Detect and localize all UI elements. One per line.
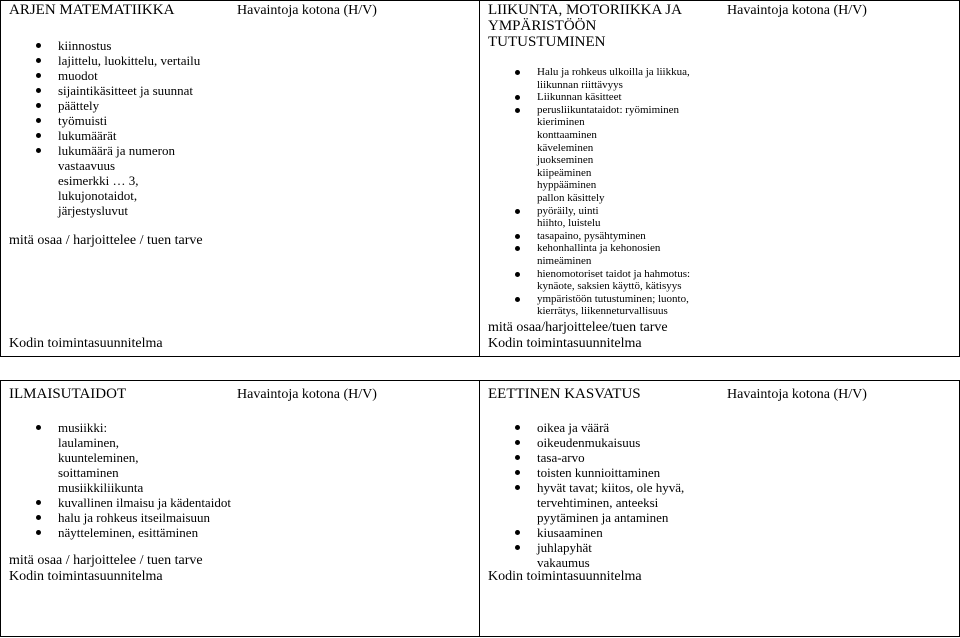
bullet-icon (515, 95, 520, 100)
motor-topic-item (537, 205, 690, 218)
motor-topic-text: pallon käsittely (537, 191, 605, 204)
math-topic-text: lajittelu, luokittelu, vertailu (58, 53, 201, 68)
motor-topic-text: liikunnan riittävyys (537, 78, 623, 91)
motor-topic-text: hienomotoriset taidot ja hahmotus: (537, 267, 691, 280)
motor-topic-item (537, 230, 690, 243)
bullet-icon (36, 133, 41, 138)
motor-topic-item (537, 142, 690, 155)
ethics-topic-item (537, 510, 684, 525)
motor-topic-item (537, 129, 690, 142)
motor-topic-text: Halu ja rohkeus ulkoilla ja liikkua, (537, 66, 690, 78)
motor-topic-item (537, 116, 690, 129)
bullet-icon (515, 246, 520, 251)
arts-observation-label: Havaintoja kotona (H/V) (237, 387, 377, 402)
motor-topic-item (537, 167, 690, 180)
motor-topic-item (537, 305, 690, 318)
arts-topic-list (58, 420, 231, 540)
bullet-icon (36, 500, 41, 505)
motor-topic-text: kieriminen (537, 116, 585, 129)
math-topic-item (58, 173, 200, 188)
bullet-icon (515, 272, 520, 277)
arts-topic-item (58, 420, 231, 435)
bullet-icon (515, 297, 520, 302)
table-border-left-upper (0, 0, 1, 357)
motor-topic-text: perusliikuntataidot: ryömiminen (537, 103, 680, 116)
arts-topic-text: halu ja rohkeus itseilmaisuun (58, 510, 211, 525)
table-divider-mid-upper (479, 0, 480, 357)
math-topic-text: lukumäärä ja numeron (58, 143, 175, 158)
bullet-icon (36, 58, 41, 63)
arts-topic-item (58, 495, 231, 510)
arts-topic-item (58, 450, 231, 465)
motor-topic-item (537, 268, 690, 281)
math-topic-item (58, 188, 200, 203)
ethics-topic-text: pyytäminen ja antaminen (537, 510, 669, 525)
bullet-icon (36, 425, 41, 430)
math-topic-text: vastaavuus (58, 158, 116, 173)
ethics-topic-item (537, 495, 684, 510)
arts-title: ILMAISUTAIDOT (9, 386, 127, 402)
motor-topic-item (537, 293, 690, 306)
math-topic-item (58, 158, 200, 173)
bullet-icon (36, 103, 41, 108)
ethics-topic-text: hyvät tavat; kiitos, ole hyvä, (537, 480, 685, 495)
math-topic-item (58, 143, 200, 158)
bullet-icon (515, 530, 520, 535)
math-topic-text: kiinnostus (58, 38, 112, 53)
ethics-topic-text: kiusaaminen (537, 525, 603, 540)
table-border-left-lower (0, 380, 1, 637)
bullet-icon (515, 108, 520, 113)
bullet-icon (515, 209, 520, 214)
bullet-icon (36, 88, 41, 93)
ethics-topic-item (537, 540, 684, 555)
ethics-topic-text: tasa-arvo (537, 450, 585, 465)
arts-topic-text: musiikki: (58, 420, 108, 435)
bullet-icon (515, 470, 520, 475)
motor-plan-label: Kodin toimintasuunnitelma (488, 336, 642, 351)
ethics-topic-item (537, 450, 684, 465)
math-topic-text: järjestysluvut (58, 203, 129, 218)
arts-topic-item (58, 435, 231, 450)
math-topic-item (58, 68, 200, 83)
math-topic-text: muodot (58, 68, 98, 83)
motor-skill-label: mitä osaa/harjoittelee/tuen tarve (488, 320, 668, 335)
motor-topic-item (537, 66, 690, 79)
math-topic-text: lukumäärät (58, 128, 117, 143)
motor-title (488, 2, 682, 50)
arts-plan-label: Kodin toimintasuunnitelma (9, 569, 163, 584)
motor-topic-text: tasapaino, pysähtyminen (537, 229, 646, 242)
ethics-topic-text: tervehtiminen, anteeksi (537, 495, 659, 510)
motor-title-line-3: TUTUSTUMINEN (488, 34, 606, 50)
motor-topic-text: kynäote, saksien käyttö, kätisyys (537, 280, 682, 293)
arts-topic-text: kuvallinen ilmaisu ja kädentaidot (58, 495, 231, 510)
math-topic-text: työmuisti (58, 113, 108, 128)
motor-topic-text: hyppääminen (537, 179, 597, 192)
arts-topic-text: soittaminen (58, 465, 119, 480)
math-topic-text: sijaintikäsitteet ja suunnat (58, 83, 194, 98)
bullet-icon (36, 530, 41, 535)
arts-topic-item (58, 480, 231, 495)
table-border-top-upper (0, 0, 960, 1)
arts-skill-label: mitä osaa / harjoittelee / tuen tarve (9, 553, 203, 568)
arts-topic-text: näytteleminen, esittäminen (58, 525, 199, 540)
motor-topic-item (537, 280, 690, 293)
motor-topic-text: hiihto, luistelu (537, 217, 601, 230)
arts-topic-text: kuunteleminen, (58, 450, 139, 465)
motor-topic-text: kierrätys, liikenneturvallisuus (537, 305, 668, 318)
ethics-plan-label: Kodin toimintasuunnitelma (488, 569, 642, 584)
ethics-topic-text: juhlapyhät (537, 540, 592, 555)
ethics-topic-item (537, 420, 684, 435)
motor-topic-text: juokseminen (537, 154, 594, 167)
arts-topic-text: musiikkiliikunta (58, 480, 144, 495)
bullet-icon (36, 148, 41, 153)
table-border-bottom-lower (0, 636, 960, 637)
motor-topic-item (537, 192, 690, 205)
ethics-topic-text: oikea ja väärä (537, 420, 610, 435)
motor-topic-item (537, 255, 690, 268)
motor-topic-text: kehonhallinta ja kehonosien (537, 242, 661, 255)
math-title: ARJEN MATEMATIIKKA (9, 2, 175, 18)
ethics-topic-text: toisten kunnioittaminen (537, 465, 661, 480)
math-skill-label: mitä osaa / harjoittelee / tuen tarve (9, 233, 203, 248)
motor-topic-item (537, 79, 690, 92)
motor-topic-list (537, 66, 690, 318)
math-topic-item (58, 113, 200, 128)
motor-topic-text: Liikunnan käsitteet (537, 91, 622, 104)
math-topic-item (58, 53, 200, 68)
arts-topic-item (58, 465, 231, 480)
table-divider-mid-lower (479, 380, 480, 637)
ethics-topic-list (537, 420, 684, 570)
bullet-icon (515, 70, 520, 75)
motor-topic-text: kiipeäminen (537, 166, 592, 179)
motor-topic-item (537, 179, 690, 192)
math-plan-label: Kodin toimintasuunnitelma (9, 336, 163, 351)
bullet-icon (515, 485, 520, 490)
math-topic-item (58, 83, 200, 98)
math-topic-text: päättely (58, 98, 100, 113)
math-topic-text: esimerkki … 3, (58, 173, 139, 188)
ethics-topic-item (537, 435, 684, 450)
ethics-topic-item (537, 480, 684, 495)
bullet-icon (36, 43, 41, 48)
math-observation-label: Havaintoja kotona (H/V) (237, 3, 377, 18)
motor-topic-item (537, 242, 690, 255)
motor-title-line-1: LIIKUNTA, MOTORIIKKA JA (488, 2, 682, 18)
motor-topic-text: käveleminen (537, 141, 594, 154)
table-border-bottom-upper (0, 356, 960, 357)
motor-topic-text: konttaaminen (537, 128, 597, 141)
motor-topic-item (537, 217, 690, 230)
motor-topic-text: nimeäminen (537, 254, 592, 267)
motor-topic-text: pyöräily, uinti (537, 204, 599, 217)
bullet-icon (515, 440, 520, 445)
bullet-icon (36, 515, 41, 520)
bullet-icon (515, 545, 520, 550)
bullet-icon (515, 234, 520, 239)
math-topic-list (58, 38, 200, 218)
math-topic-item (58, 38, 200, 53)
ethics-topic-item (537, 465, 684, 480)
ethics-title: EETTINEN KASVATUS (488, 386, 641, 402)
math-topic-item (58, 128, 200, 143)
ethics-topic-text: vakaumus (537, 555, 590, 570)
math-topic-item (58, 203, 200, 218)
ethics-topic-item (537, 525, 684, 540)
motor-topic-item (537, 91, 690, 104)
ethics-observation-label: Havaintoja kotona (H/V) (727, 387, 867, 402)
motor-topic-item (537, 104, 690, 117)
motor-topic-text: ympäristöön tutustuminen; luonto, (537, 292, 689, 305)
bullet-icon (515, 455, 520, 460)
math-topic-item (58, 98, 200, 113)
arts-topic-item (58, 525, 231, 540)
table-border-top-lower (0, 380, 960, 381)
bullet-icon (515, 425, 520, 430)
motor-topic-item (537, 154, 690, 167)
arts-topic-item (58, 510, 231, 525)
arts-topic-text: laulaminen, (58, 435, 120, 450)
motor-observation-label: Havaintoja kotona (H/V) (727, 3, 867, 18)
math-topic-text: lukujonotaidot, (58, 188, 138, 203)
bullet-icon (36, 118, 41, 123)
bullet-icon (36, 73, 41, 78)
motor-title-line-2: YMPÄRISTÖÖN (488, 18, 597, 34)
ethics-topic-text: oikeudenmukaisuus (537, 435, 641, 450)
